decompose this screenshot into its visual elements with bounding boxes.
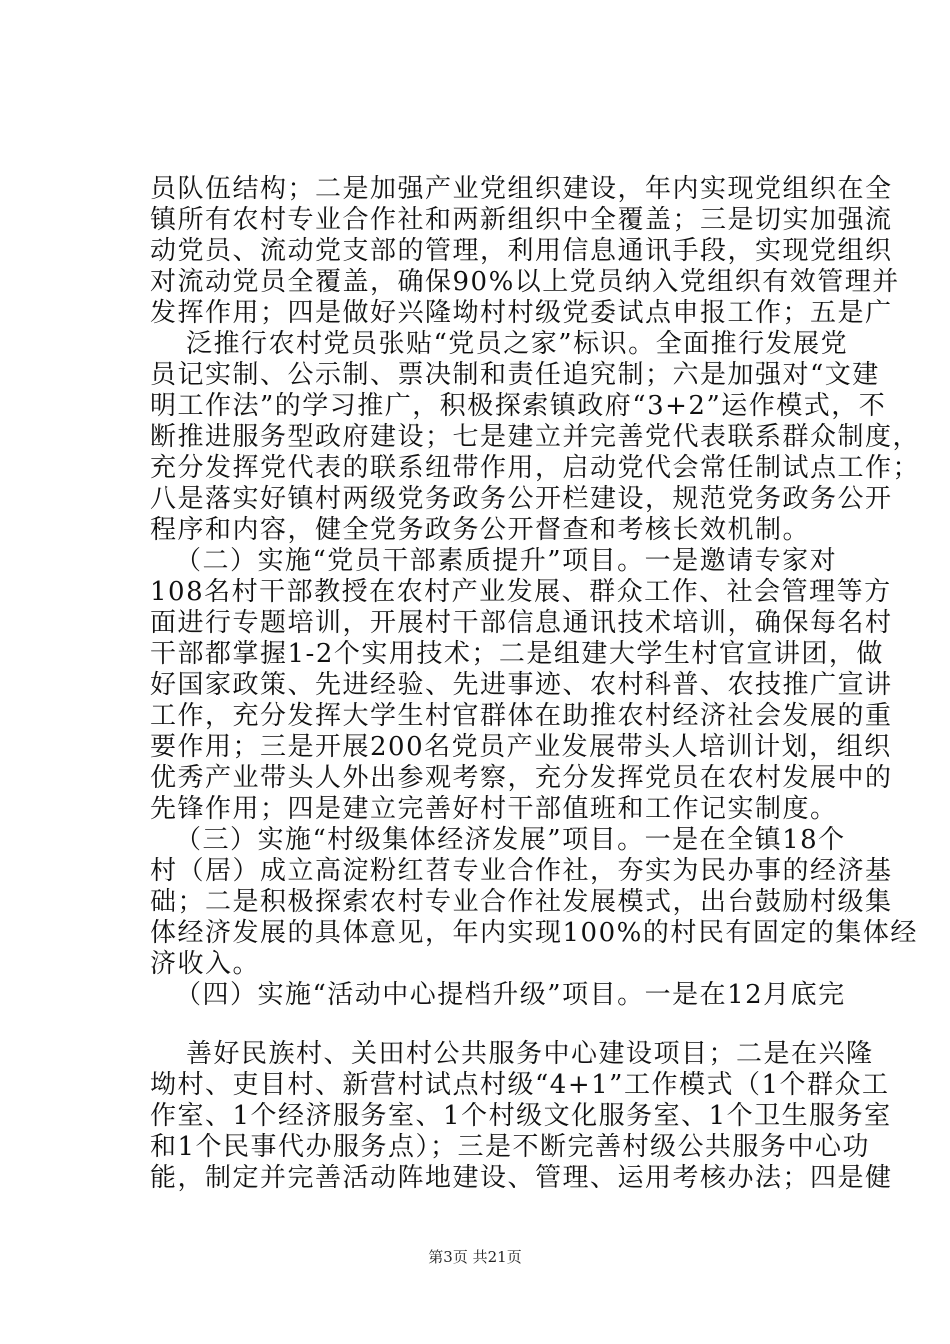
text-line: 体经济发展的具体意见，年内实现100%的村民有固定的集体经 (150, 918, 918, 948)
text-line: 八是落实好镇村两级党务政务公开栏建设，规范党务政务公开 (150, 484, 893, 514)
text-line: 发挥作用；四是做好兴隆坳村村级党委试点申报工作；五是广 (150, 298, 893, 328)
paragraph-heading-line: （二）实施“党员干部素质提升”项目。一是邀请专家对 (175, 546, 838, 576)
text-line: 济收入。 (150, 949, 261, 979)
paragraph-heading-line: （四）实施“活动中心提档升级”项目。一是在12月底完 (175, 980, 846, 1010)
page-number-footer: 第3页 共21页 (428, 1248, 522, 1266)
text-line: 对流动党员全覆盖，确保90%以上党员纳入党组织有效管理并 (150, 267, 900, 297)
document-body (150, 174, 921, 1194)
text-line: 程序和内容，健全党务政务公开督查和考核长效机制。 (150, 515, 811, 545)
text-line: 动党员、流动党支部的管理，利用信息通讯手段，实现党组织 (150, 236, 893, 266)
text-line: 和1个民事代办服务点）；三是不断完善村级公共服务中心功 (150, 1132, 871, 1162)
text-line: 镇所有农村专业合作社和两新组织中全覆盖；三是切实加强流 (150, 205, 893, 235)
text-line: 础；二是积极探索农村专业合作社发展模式，出台鼓励村级集 (150, 887, 893, 917)
text-line: 村（居）成立高淀粉红苕专业合作社，夯实为民办事的经济基 (150, 856, 893, 886)
text-line: 善好民族村、关田村公共服务中心建设项目；二是在兴隆 (186, 1039, 874, 1069)
text-line: 面进行专题培训，开展村干部信息通讯技术培训，确保每名村 (150, 608, 893, 638)
text-line: 要作用；三是开展200名党员产业发展带头人培训计划，组织 (150, 732, 892, 762)
page-break-gap (150, 1011, 840, 1039)
text-line: 好国家政策、先进经验、先进事迹、农村科普、农技推广宣讲 (150, 670, 893, 700)
text-line: 断推进服务型政府建设；七是建立并完善党代表联系群众制度， (150, 422, 921, 452)
text-line: 员记实制、公示制、票决制和责任追究制；六是加强对“文建 (150, 360, 880, 390)
text-line: 坳村、吏目村、新营村试点村级“4+1”工作模式（1个群众工 (150, 1070, 890, 1100)
text-line: 泛推行农村党员张贴“党员之家”标识。全面推行发展党 (186, 329, 849, 359)
text-line: 充分发挥党代表的联系纽带作用，启动党代会常任制试点工作； (150, 453, 921, 483)
text-line: 先锋作用；四是建立完善好村干部值班和工作记实制度。 (150, 794, 838, 824)
text-line: 员队伍结构；二是加强产业党组织建设，年内实现党组织在全 (150, 174, 893, 204)
text-line: 108名村干部教授在农村产业发展、群众工作、社会管理等方 (150, 577, 892, 607)
text-line: 工作，充分发挥大学生村官群体在助推农村经济社会发展的重 (150, 701, 893, 731)
text-line: 干部都掌握1-2个实用技术；二是组建大学生村官宣讲团，做 (150, 639, 884, 669)
text-line: 优秀产业带头人外出参观考察，充分发挥党员在农村发展中的 (150, 763, 893, 793)
text-line: 明工作法”的学习推广，积极探索镇政府“3+2”运作模式，不 (150, 391, 887, 421)
text-line: 作室、1个经济服务室、1个村级文化服务室、1个卫生服务室 (150, 1101, 892, 1131)
text-line: 能，制定并完善活动阵地建设、管理、运用考核办法；四是健 (150, 1163, 893, 1193)
paragraph-heading-line: （三）实施“村级集体经济发展”项目。一是在全镇18个 (175, 825, 846, 855)
